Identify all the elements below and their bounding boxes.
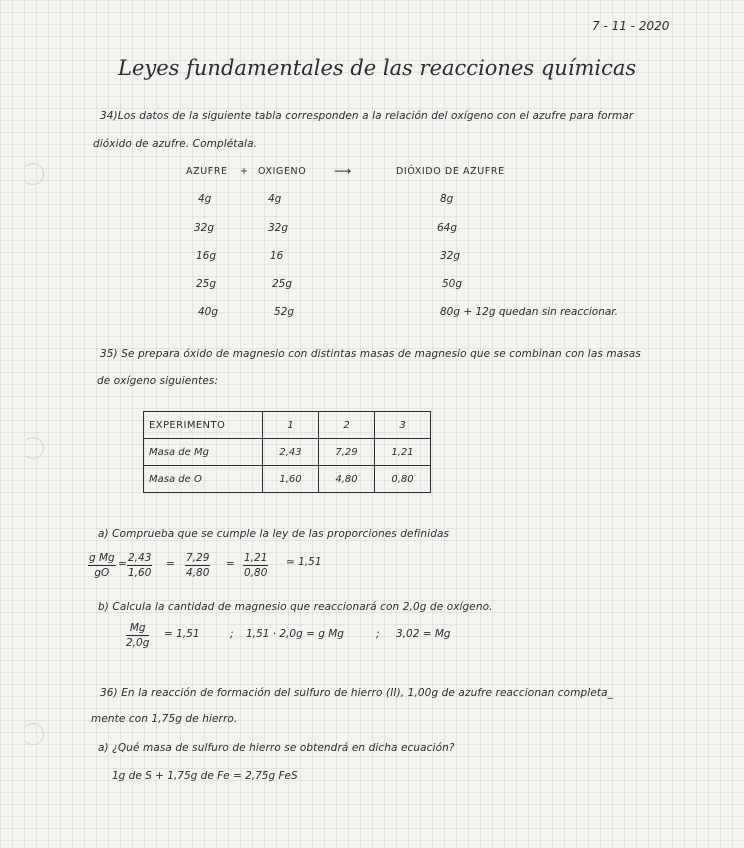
- table-cell: 1,21: [375, 439, 431, 466]
- separator: ;: [230, 628, 234, 640]
- fraction-den: 2,0g: [126, 637, 150, 649]
- fraction-den: 1,60: [128, 567, 152, 579]
- fraction: [243, 552, 268, 579]
- col-header-oxigeno: OXIGENO: [258, 166, 307, 177]
- dioxido-cell: 80g + 12g quedan sin reaccionar.: [440, 306, 618, 318]
- fraction: [88, 552, 116, 579]
- table-row: [144, 466, 431, 493]
- calc-step: 1,51 · 2,0g = g Mg: [246, 628, 344, 640]
- q35b-text: b) Calcula la cantidad de magnesio que reaccionará con 2,0g de oxígeno.: [98, 601, 493, 613]
- fraction-den: gO: [94, 567, 110, 579]
- calc-result: 3,02 = Mg: [396, 628, 451, 640]
- table-cell: 7,29: [319, 439, 375, 466]
- fraction-num: g Mg: [89, 552, 115, 564]
- equals: =: [118, 558, 127, 570]
- fraction: [127, 552, 152, 579]
- binder-hole: [22, 723, 44, 745]
- q34-line1: 34)Los datos de la siguiente tabla corresponden a la relación del oxígeno con el azufre para formar: [100, 110, 634, 122]
- oxigeno-cell: 25g: [272, 278, 293, 290]
- dioxido-cell: 50g: [442, 278, 463, 290]
- q35-line2: de oxígeno siguientes:: [97, 375, 219, 387]
- oxigeno-cell: 4g: [268, 193, 282, 205]
- table-cell: 2,43: [263, 439, 319, 466]
- dioxido-cell: 32g: [440, 250, 461, 262]
- table-cell: 1,60: [263, 466, 319, 493]
- arrow-icon: ⟶: [334, 164, 352, 178]
- date: 7 - 11 - 2020: [592, 19, 670, 33]
- fraction: [185, 552, 210, 579]
- fraction-num: 2,43: [128, 552, 152, 564]
- table-header: 1: [263, 412, 319, 439]
- equals: =: [166, 558, 175, 570]
- table-cell: Masa de O: [144, 466, 263, 493]
- q36-line2: mente con 1,75g de hierro.: [91, 713, 238, 725]
- fraction: [126, 622, 149, 649]
- table-cell: Masa de Mg: [144, 439, 263, 466]
- q35a-text: a) Comprueba que se cumple la ley de las proporciones definidas: [98, 528, 450, 540]
- col-header-dioxido: DIÓXIDO DE AZUFRE: [396, 166, 505, 177]
- separator: ;: [376, 628, 380, 640]
- col-header-azufre: AZUFRE: [186, 166, 228, 177]
- equals: =: [226, 558, 235, 570]
- fraction-den: 0,80: [244, 567, 268, 579]
- azufre-cell: 4g: [198, 193, 212, 205]
- q36a-text: a) ¿Qué masa de sulfuro de hierro se obtendrá en dicha ecuación?: [98, 742, 455, 754]
- fraction-num: 7,29: [186, 552, 210, 564]
- table-header: EXPERIMENTO: [144, 412, 263, 439]
- table-header: 2: [319, 412, 375, 439]
- col-header-plus: +: [240, 166, 249, 177]
- azufre-cell: 40g: [198, 306, 219, 318]
- equals-value: = 1,51: [164, 628, 200, 640]
- experiment-table: [143, 411, 431, 493]
- dioxido-cell: 8g: [440, 193, 454, 205]
- page-title: Leyes fundamentales de las reacciones químicas: [118, 56, 637, 80]
- approx-result: ≃ 1,51: [286, 556, 322, 568]
- q35-line1: 35) Se prepara óxido de magnesio con distintas masas de magnesio que se combinan con las masas: [100, 348, 641, 360]
- q36-line1: 36) En la reacción de formación del sulfuro de hierro (II), 1,00g de azufre reaccionan completa_: [100, 687, 613, 699]
- table-header: 3: [375, 412, 431, 439]
- q36a-answer: 1g de S + 1,75g de Fe = 2,75g FeS: [112, 770, 298, 782]
- dioxido-cell: 64g: [437, 222, 458, 234]
- table-cell: 0,80: [375, 466, 431, 493]
- q34-line2: dióxido de azufre. Complétala.: [93, 138, 258, 150]
- binder-hole: [22, 437, 44, 459]
- oxigeno-cell: 32g: [268, 222, 289, 234]
- binder-hole: [22, 163, 44, 185]
- fraction-den: 4,80: [186, 567, 210, 579]
- azufre-cell: 16g: [196, 250, 217, 262]
- table-row: [144, 439, 431, 466]
- oxigeno-cell: 16: [270, 250, 284, 262]
- table-row: [144, 412, 431, 439]
- oxigeno-cell: 52g: [274, 306, 295, 318]
- table-cell: 4,80: [319, 466, 375, 493]
- fraction-num: 1,21: [244, 552, 268, 564]
- azufre-cell: 25g: [196, 278, 217, 290]
- azufre-cell: 32g: [194, 222, 215, 234]
- fraction-num: Mg: [126, 622, 149, 636]
